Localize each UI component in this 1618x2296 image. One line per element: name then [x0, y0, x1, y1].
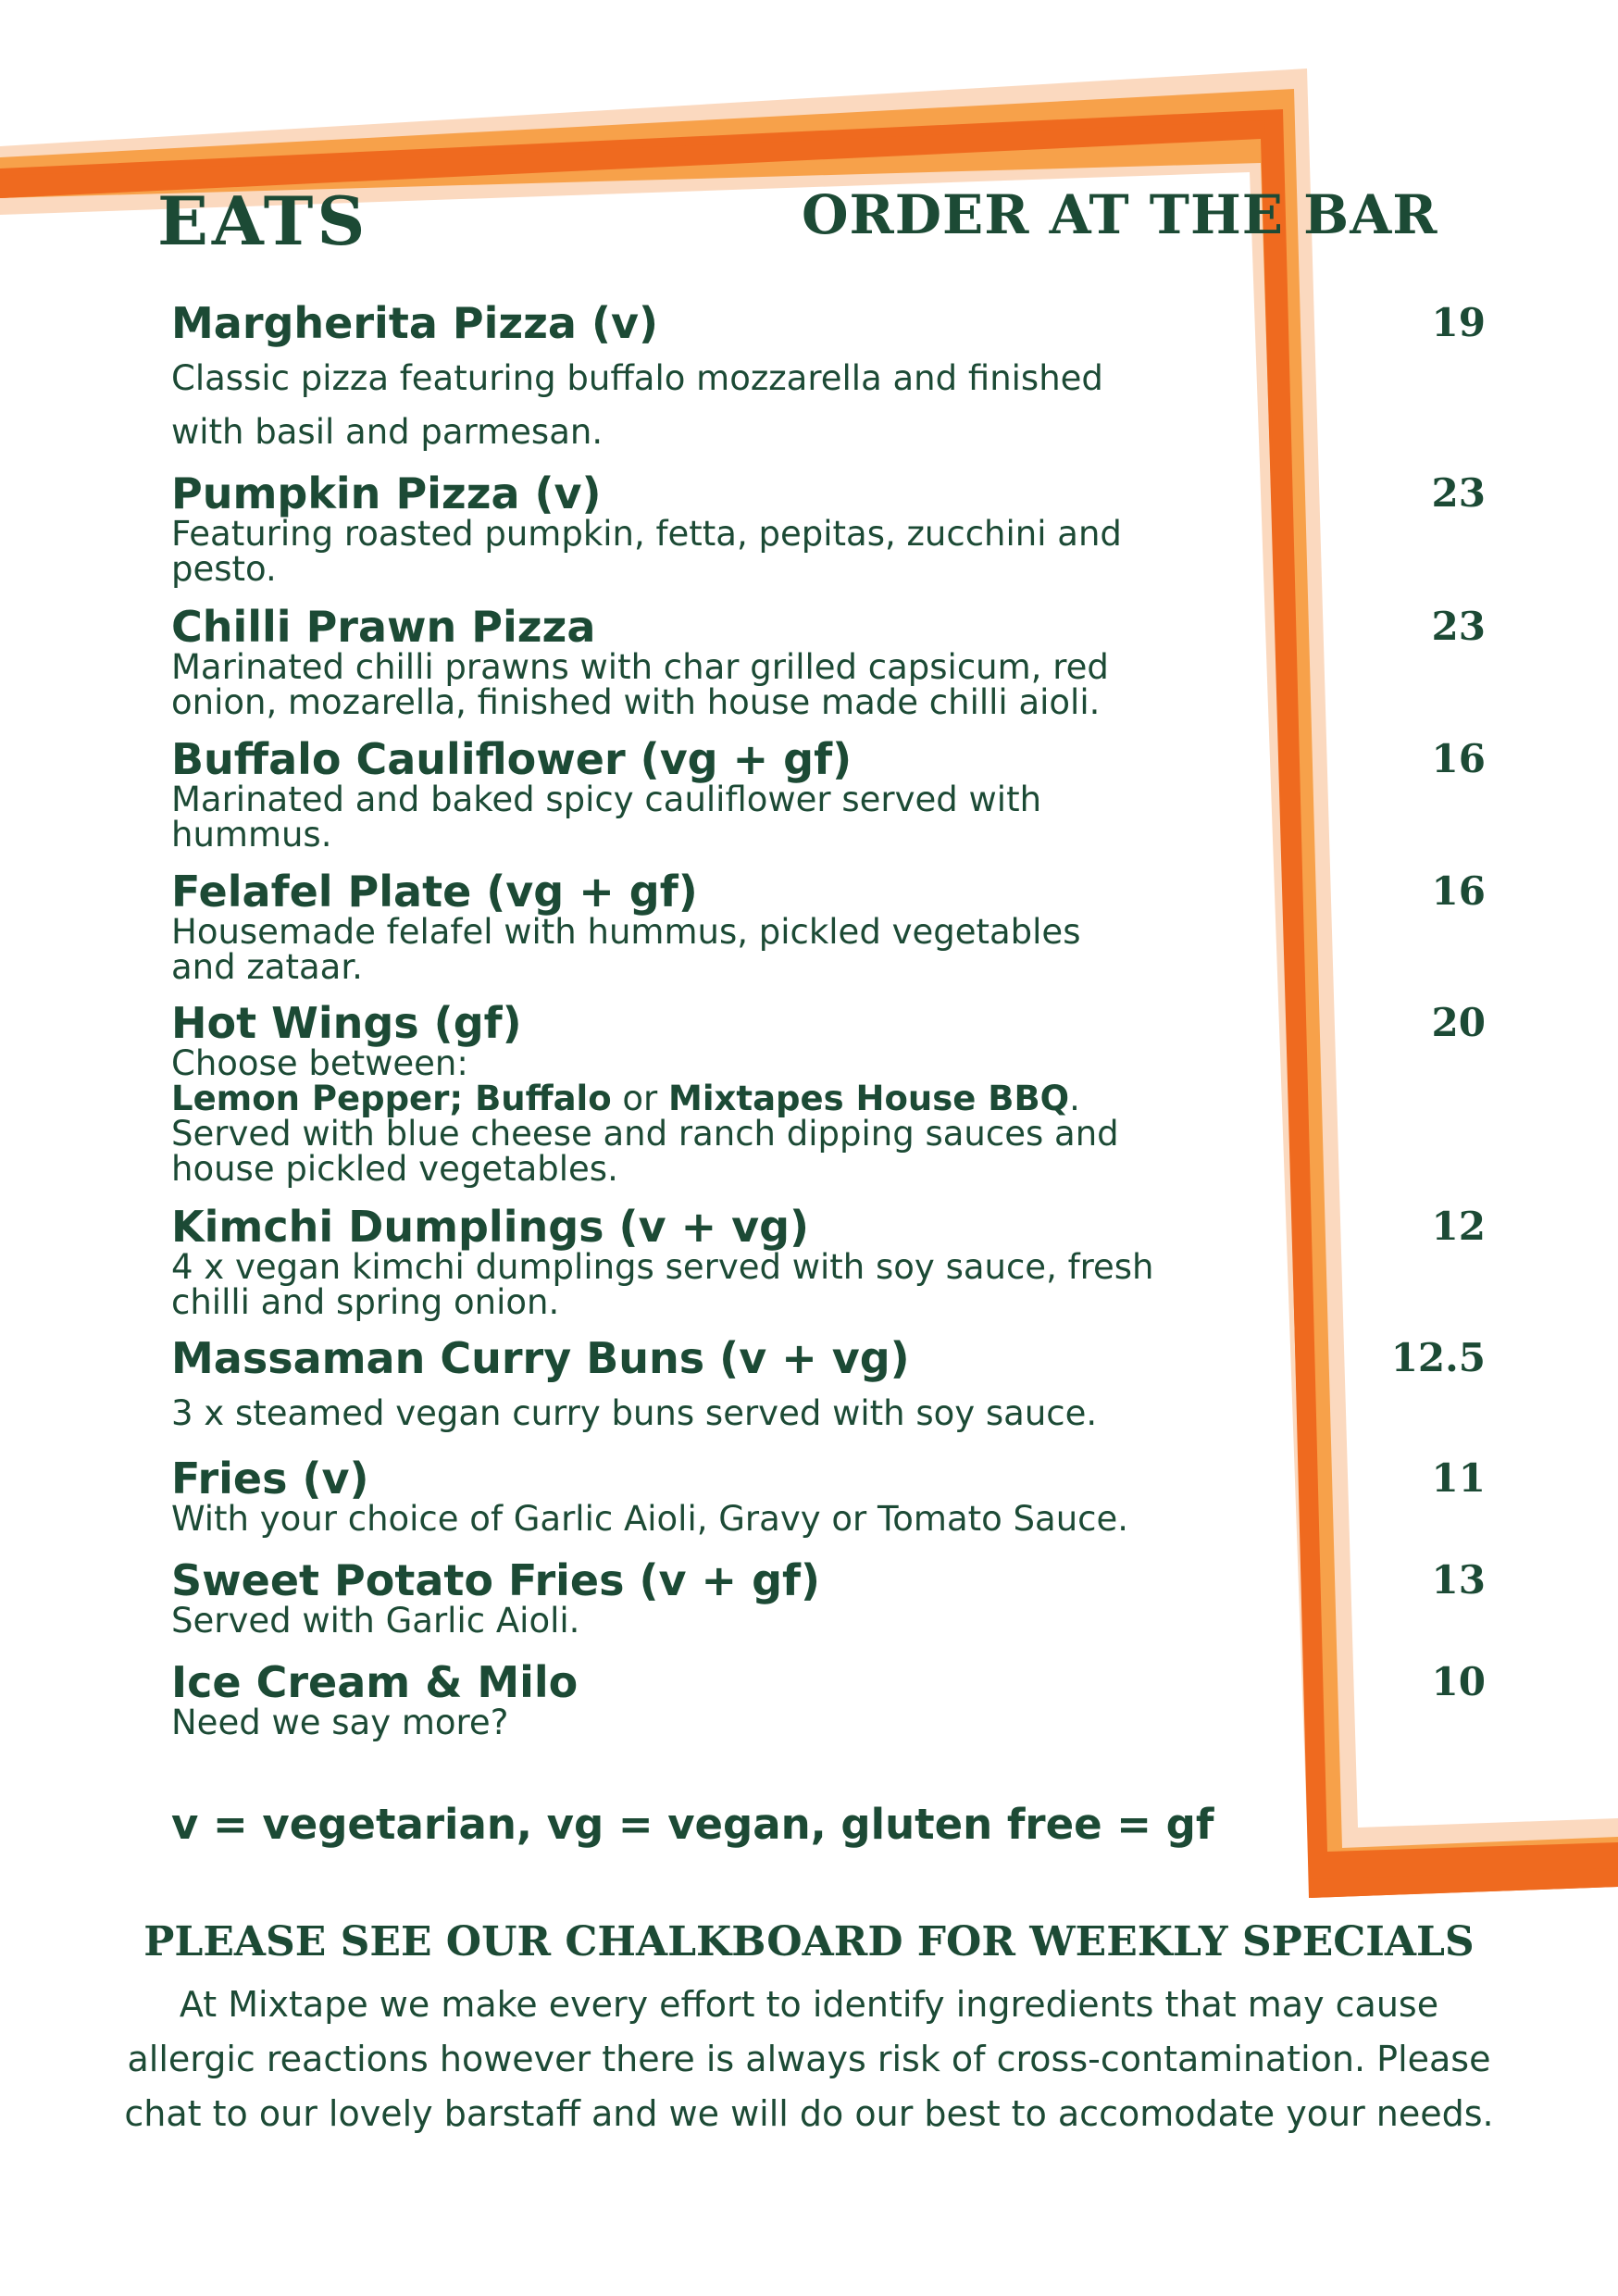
menu-item-price: 11: [1431, 1455, 1486, 1501]
menu-item-felafel-plate: [171, 868, 1486, 985]
menu-item-name: Hot Wings (gf): [171, 998, 522, 1048]
menu-item-name: Buffalo Cauliflower (vg + gf): [171, 734, 853, 784]
menu-item-price: 19: [1431, 300, 1486, 345]
menu-item-description: [171, 1499, 1245, 1539]
menu-item-hot-wings: [171, 1000, 1486, 1187]
weekly-specials-heading: PLEASE SEE OUR CHALKBOARD FOR WEEKLY SPECIALS: [143, 1918, 1475, 1965]
menu-item-price: 10: [1431, 1659, 1486, 1704]
menu-item-pumpkin-pizza: [171, 470, 1486, 587]
description-line: pesto.: [171, 549, 277, 589]
description-line: Marinated chilli prawns with char grilled capsicum, red: [171, 647, 1109, 687]
menu-item-kimchi-dumplings: [171, 1204, 1486, 1320]
menu-item-sweet-potato-fries: [171, 1557, 1486, 1639]
menu-item-massaman-curry-buns: [171, 1335, 1486, 1441]
menu-item-name: Sweet Potato Fries (v + gf): [171, 1555, 821, 1605]
menu-item-ice-cream-milo: [171, 1659, 1486, 1741]
menu-item-description: [171, 1705, 1245, 1741]
menu-item-chilli-prawn-pizza: [171, 604, 1486, 720]
menu-item-price: 16: [1431, 868, 1486, 914]
menu-item-price: 12.5: [1390, 1335, 1486, 1380]
sauce-option-joiner: or: [611, 1079, 669, 1118]
menu-item-price: 12: [1431, 1204, 1486, 1249]
description-line: Featuring roasted pumpkin, fetta, pepitas, zucchini and: [171, 514, 1122, 554]
menu-item-price: 16: [1431, 736, 1486, 781]
description-line: and zataar.: [171, 947, 363, 987]
menu-item-description: [171, 1247, 1245, 1322]
order-at-the-bar-title: ORDER AT THE BAR: [802, 183, 1438, 246]
menu-item-description: [171, 514, 1245, 589]
menu-item-price: 13: [1431, 1557, 1486, 1603]
sauce-options: [171, 1081, 1245, 1117]
menu-item-description: [171, 352, 1245, 459]
menu-item-description: [171, 1603, 1245, 1639]
menu-item-description: [171, 647, 1245, 722]
description-line: chilli and spring onion.: [171, 1282, 560, 1322]
description-line: with basil and parmesan.: [171, 412, 604, 452]
description-line: With your choice of Garlic Aioli, Gravy or Tomato Sauce.: [171, 1499, 1129, 1539]
description-line: Served with blue cheese and ranch dipping sauces and: [171, 1114, 1119, 1154]
menu-item-name: Pumpkin Pizza (v): [171, 468, 602, 518]
description-line: Classic pizza featuring buffalo mozzarella and finished: [171, 358, 1103, 398]
description-line: Choose between:: [171, 1043, 468, 1083]
sauce-option-first: Lemon Pepper; Buffalo: [171, 1079, 612, 1118]
menu-item-name: Massaman Curry Buns (v + vg): [171, 1333, 910, 1383]
description-line: Marinated and baked spicy cauliflower served with: [171, 780, 1042, 819]
eats-title: EATS: [157, 181, 369, 260]
description-line: onion, mozarella, finished with house made chilli aioli.: [171, 682, 1101, 722]
menu-item-name: Kimchi Dumplings (v + vg): [171, 1202, 810, 1252]
menu-item-price: 23: [1431, 604, 1486, 649]
menu-item-margherita-pizza: [171, 300, 1486, 459]
allergy-notice-line: allergic reactions however there is always risk of cross-contamination. Please: [127, 2039, 1491, 2079]
sauce-option-end: .: [1069, 1079, 1080, 1118]
description-line: Housemade felafel with hummus, pickled vegetables: [171, 912, 1081, 952]
dietary-legend: v = vegetarian, vg = vegan, gluten free = gf: [171, 1800, 1214, 1849]
menu-item-name: Felafel Plate (vg + gf): [171, 867, 698, 917]
description-line: house pickled vegetables.: [171, 1149, 618, 1189]
menu-item-fries: [171, 1455, 1486, 1537]
menu-item-name: Chilli Prawn Pizza: [171, 602, 596, 652]
description-line: hummus.: [171, 815, 332, 855]
menu-item-description: [171, 912, 1245, 987]
menu-item-description: [171, 782, 1245, 853]
menu-item-price: 20: [1431, 1000, 1486, 1045]
description-line: 4 x vegan kimchi dumplings served with soy sauce, fresh: [171, 1247, 1154, 1287]
menu-item-name: Margherita Pizza (v): [171, 298, 658, 348]
sauce-option-last: Mixtapes House BBQ: [668, 1079, 1070, 1118]
description-line: 3 x steamed vegan curry buns served with soy sauce.: [171, 1393, 1098, 1433]
menu-item-price: 23: [1431, 470, 1486, 516]
menu-item-description: [171, 1387, 1245, 1441]
menu-item-description: [171, 1043, 1245, 1189]
description-line: Served with Garlic Aioli.: [171, 1601, 580, 1641]
description-line: Need we say more?: [171, 1703, 509, 1742]
allergy-notice-line: At Mixtape we make every effort to identify ingredients that may cause: [179, 1984, 1439, 2025]
allergy-notice-line: chat to our lovely barstaff and we will do our best to accomodate your needs.: [124, 2093, 1494, 2134]
allergy-notice: [0, 1978, 1618, 2141]
menu-item-buffalo-cauliflower: [171, 736, 1486, 853]
menu-item-name: Ice Cream & Milo: [171, 1657, 579, 1707]
menu-item-name: Fries (v): [171, 1454, 369, 1504]
